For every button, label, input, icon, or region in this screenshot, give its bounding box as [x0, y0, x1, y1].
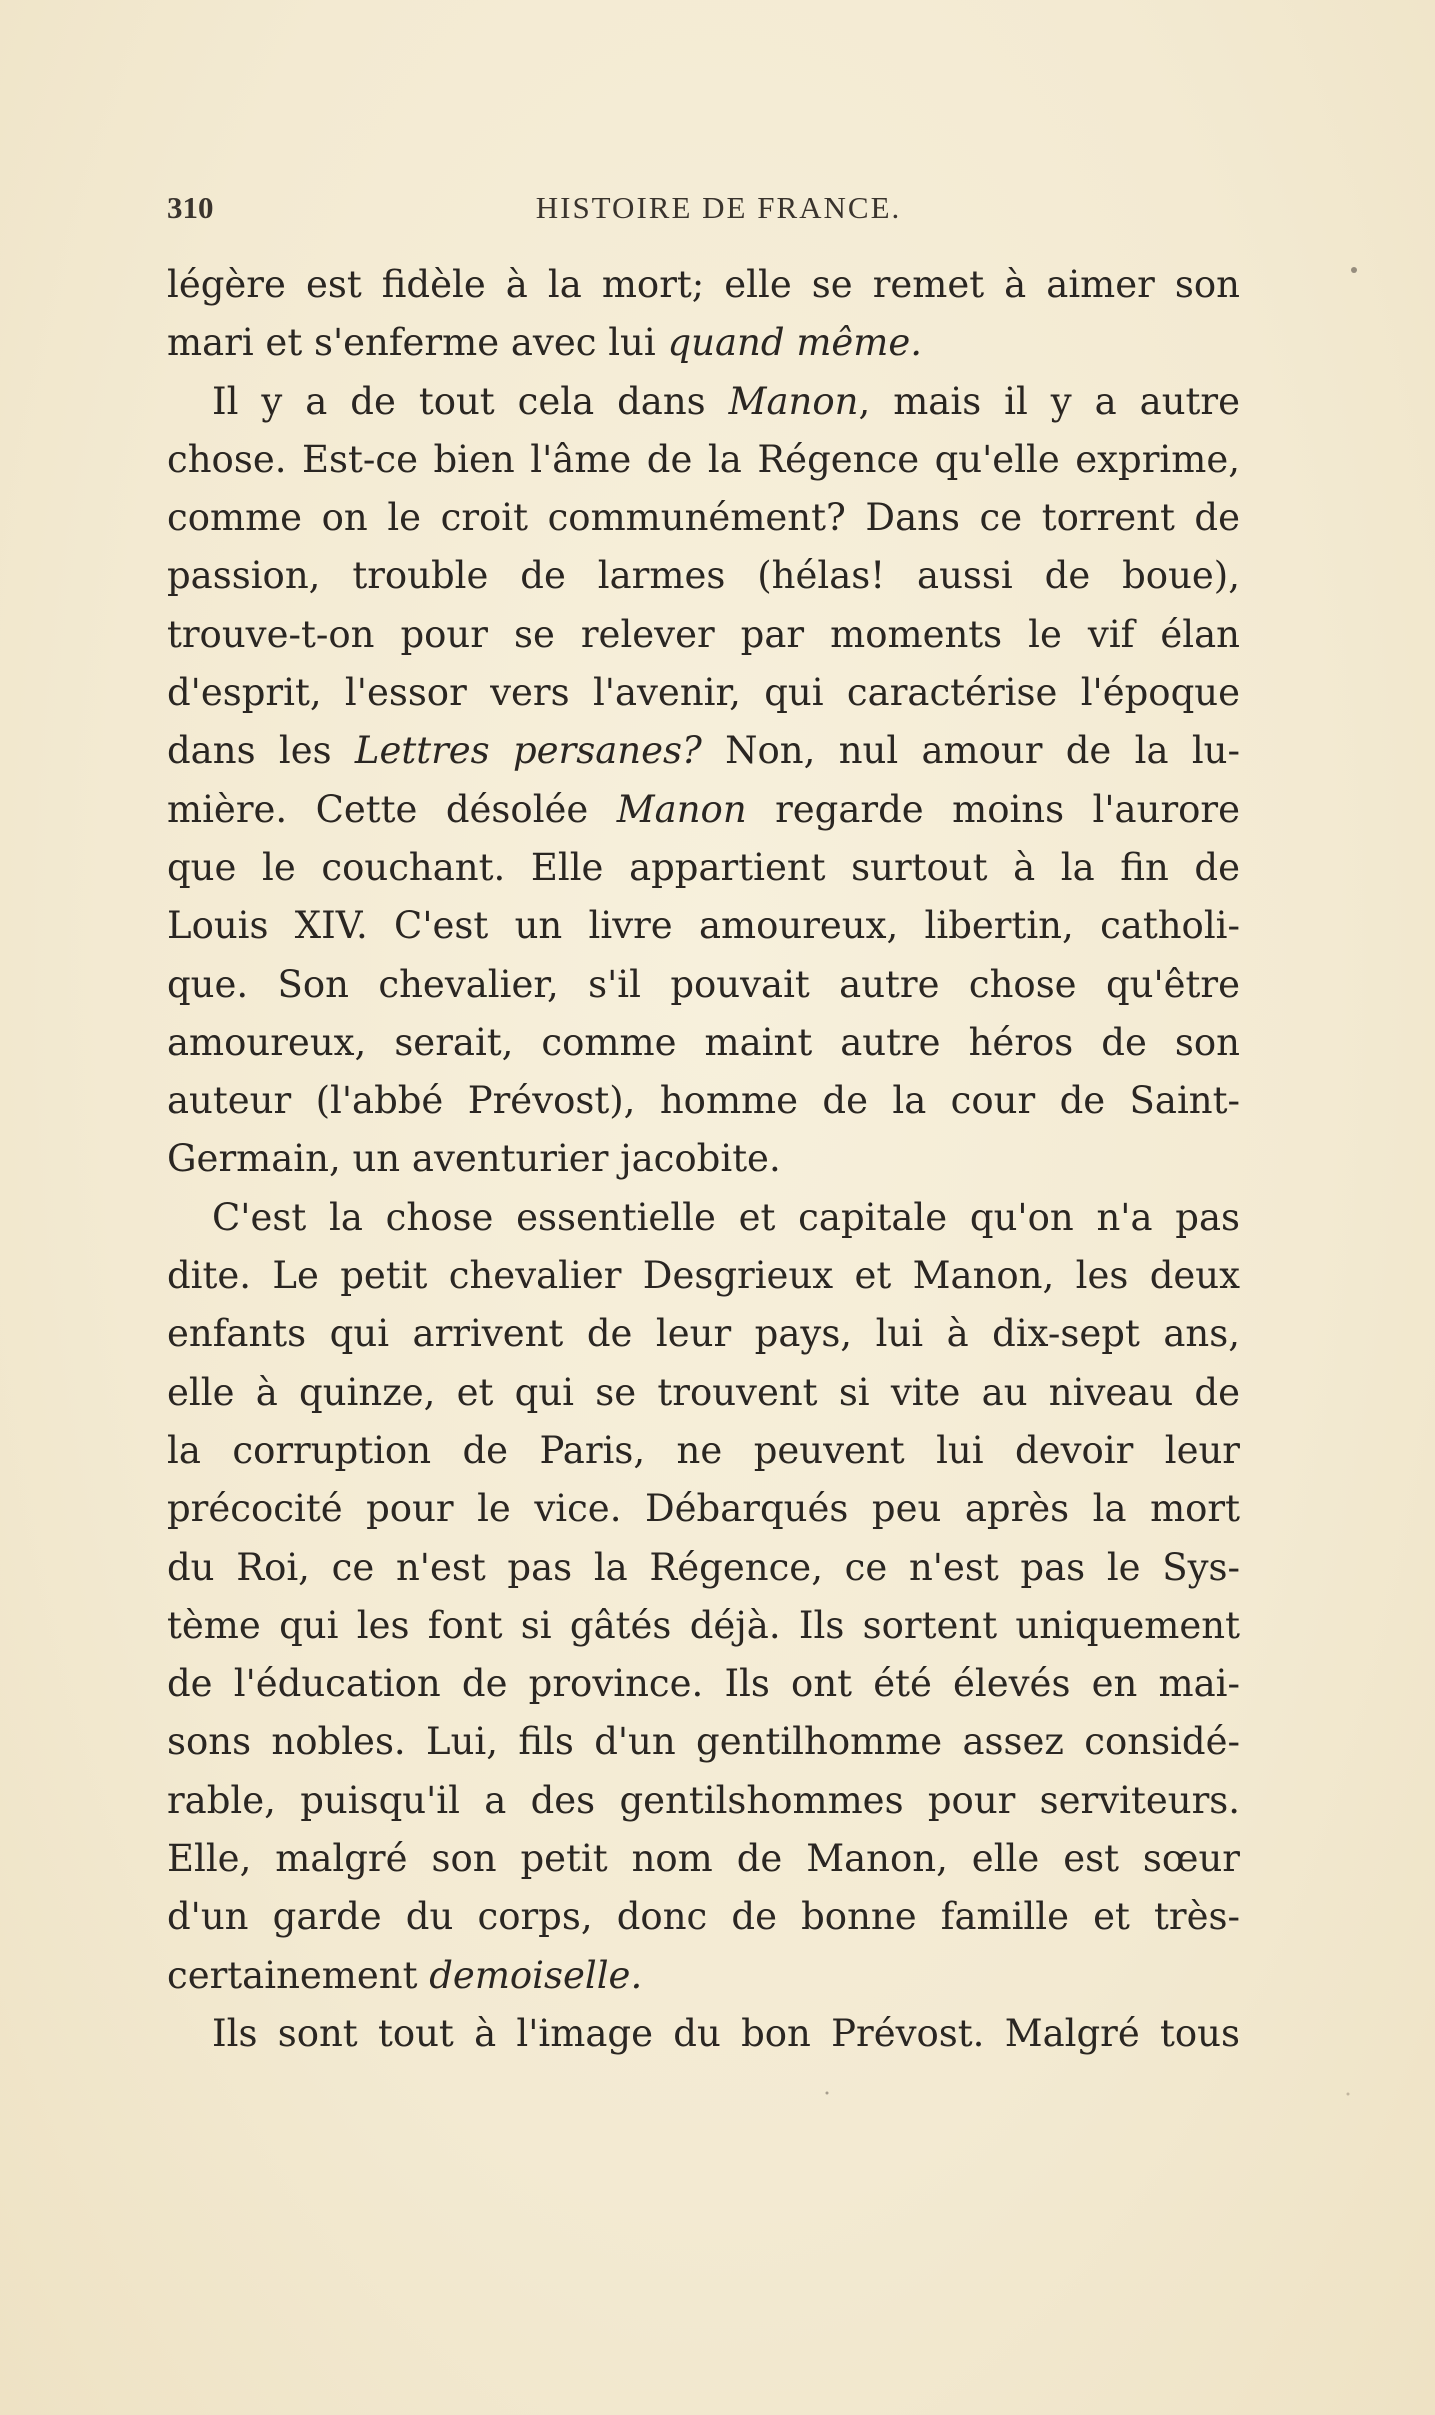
- text-segment: Germain, un aventurier jacobite.: [167, 1137, 781, 1181]
- italic-text: quand même.: [667, 321, 923, 365]
- body-text: [167, 256, 1240, 2063]
- text-line: [167, 606, 1240, 664]
- text-line: [167, 2005, 1240, 2063]
- text-line: [167, 489, 1240, 547]
- text-line: [167, 722, 1240, 780]
- text-line: [167, 373, 1240, 431]
- text-segment: chose. Est-ce bien l'âme de la Régence qu'elle exprime,: [167, 437, 1240, 481]
- text-segment: mari et s'enferme avec lui: [167, 321, 668, 365]
- text-segment: rable, puisqu'il a des gentilshommes pour serviteurs.: [167, 1778, 1240, 1822]
- text-segment: tème qui les font si gâtés déjà. Ils sortent uniquement: [167, 1603, 1240, 1647]
- text-segment: d'un garde du corps, donc de bonne famille et très-: [167, 1895, 1240, 1939]
- page-number: 310: [167, 190, 214, 225]
- text-segment: Non, nul amour de la lu-: [701, 729, 1240, 773]
- text-line: [167, 1539, 1240, 1597]
- text-line: [167, 1072, 1240, 1130]
- text-segment: , mais il y a autre: [858, 379, 1240, 423]
- text-segment: sons nobles. Lui, fils d'un gentilhomme assez considé-: [167, 1720, 1240, 1764]
- running-title: HISTOIRE DE FRANCE.: [535, 190, 902, 225]
- text-line: [167, 256, 1240, 314]
- text-line: [167, 781, 1240, 839]
- text-line: [167, 1247, 1240, 1305]
- text-line: [167, 1947, 1240, 2005]
- text-segment: passion, trouble de larmes (hélas! aussi de boue),: [167, 554, 1240, 598]
- text-segment: précocité pour le vice. Débarqués peu après la mort: [167, 1487, 1240, 1531]
- text-segment: la corruption de Paris, ne peuvent lui devoir leur: [167, 1428, 1240, 1472]
- text-line: [167, 1364, 1240, 1422]
- text-segment: Il y a de tout cela dans: [212, 379, 729, 423]
- text-segment: légère est fidèle à la mort; elle se remet à aimer son: [167, 263, 1240, 306]
- text-segment: Elle, malgré son petit nom de Manon, elle est sœur: [167, 1837, 1240, 1881]
- text-line: [167, 1014, 1240, 1072]
- text-segment: du Roi, ce n'est pas la Régence, ce n'est pas le Sys-: [167, 1545, 1240, 1589]
- text-line: [167, 1130, 1240, 1188]
- text-line: [167, 1597, 1240, 1655]
- text-line: [167, 1830, 1240, 1888]
- text-line: [167, 431, 1240, 489]
- text-segment: Louis XIV. C'est un livre amoureux, libertin, catholi-: [167, 904, 1240, 948]
- text-segment: d'esprit, l'essor vers l'avenir, qui caractérise l'époque: [167, 671, 1240, 715]
- text-line: [167, 547, 1240, 605]
- text-line: [167, 956, 1240, 1014]
- text-line: [167, 1888, 1240, 1946]
- text-segment: de l'éducation de province. Ils ont été élevés en mai-: [167, 1662, 1240, 1706]
- text-line: [167, 897, 1240, 955]
- text-line: [167, 314, 1240, 372]
- text-segment: trouve-t-on pour se relever par moments le vif élan: [167, 612, 1240, 656]
- text-line: [167, 1189, 1240, 1247]
- text-line: [167, 839, 1240, 897]
- text-segment: regarde moins l'aurore: [746, 787, 1240, 831]
- italic-text: demoiselle.: [429, 1953, 643, 1997]
- text-segment: mière. Cette désolée: [167, 787, 617, 831]
- text-segment: dite. Le petit chevalier Desgrieux et Manon, les deux: [167, 1254, 1240, 1298]
- running-head: [167, 190, 1240, 240]
- text-segment: C'est la chose essentielle et capitale qu'on n'a pas: [212, 1195, 1240, 1239]
- text-line: [167, 1655, 1240, 1713]
- text-segment: certainement: [167, 1953, 430, 1997]
- text-line: [167, 664, 1240, 722]
- text-line: [167, 1713, 1240, 1771]
- text-line: [167, 1480, 1240, 1538]
- text-segment: elle à quinze, et qui se trouvent si vite au niveau de: [167, 1370, 1240, 1414]
- text-segment: amoureux, serait, comme maint autre héros de son: [167, 1020, 1240, 1064]
- text-segment: que le couchant. Elle appartient surtout à la fin de: [167, 845, 1240, 889]
- text-segment: enfants qui arrivent de leur pays, lui à dix-sept ans,: [167, 1312, 1240, 1356]
- text-segment: comme on le croit communément? Dans ce torrent de: [167, 496, 1240, 540]
- text-segment: dans les: [167, 729, 355, 773]
- italic-text: Lettres persanes?: [354, 729, 702, 773]
- italic-text: Manon: [616, 787, 747, 831]
- text-line: [167, 1772, 1240, 1830]
- italic-text: Manon: [728, 379, 859, 423]
- text-segment: que. Son chevalier, s'il pouvait autre chose qu'être: [167, 962, 1240, 1006]
- text-segment: Ils sont tout à l'image du bon Prévost. Malgré tous: [212, 2011, 1240, 2055]
- text-line: [167, 1305, 1240, 1363]
- text-segment: auteur (l'abbé Prévost), homme de la cour de Saint-: [167, 1079, 1240, 1123]
- text-line: [167, 1422, 1240, 1480]
